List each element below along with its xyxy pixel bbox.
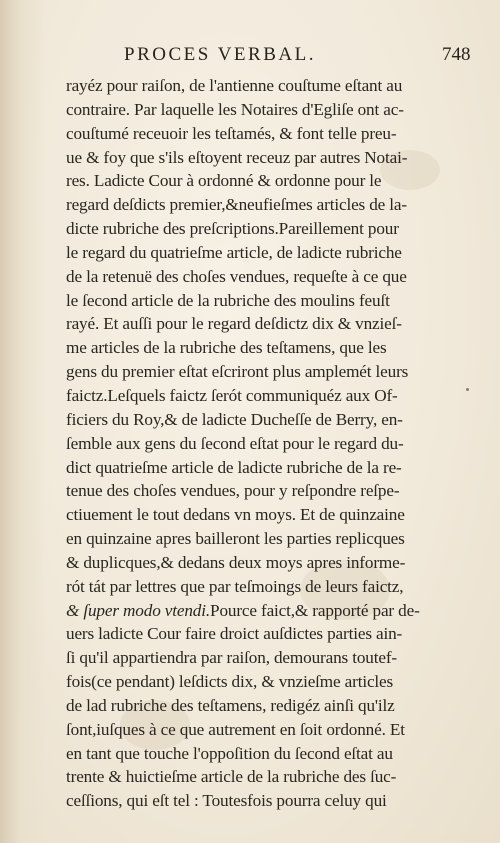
text-line: ſi qu'il appartiendra par raiſon, demourans toutef- xyxy=(66,648,397,668)
text-line: gens du premier eſtat eſcriront plus amplemét leurs xyxy=(66,362,409,382)
page-number: 748 xyxy=(442,44,471,65)
text-line: dict quatrieſme article de ladicte rubriche de la re- xyxy=(66,457,402,477)
running-title: PROCES VERBAL. xyxy=(124,44,316,65)
text-line: en quinzaine apres bailleront les parties replicques xyxy=(66,529,405,549)
text-line-remainder: Pource faict,& rapporté par de- xyxy=(210,600,420,620)
text-line: ſont,iuſques à ce que autrement en ſoit ordonné. Et xyxy=(66,719,405,739)
text-line: rayéz pour raiſon, de l'antienne couſtume eſtant au xyxy=(66,76,403,95)
text-line: trente & huictieſme article de la rubriche des ſuc- xyxy=(66,767,397,787)
text-line: faictz.Leſquels faictz ſerót communiquéz aux Of- xyxy=(66,385,398,405)
text-line: fois(ce pendant) leſdicts dix, & vnzieſme articles xyxy=(66,672,394,692)
body-text xyxy=(66,74,486,813)
text-line: rót tát par lettres que par teſmoings de leurs faictz, xyxy=(66,576,404,596)
text-line: me articles de la rubriche des teſtamens, que les xyxy=(66,338,387,358)
text-line: & duplicques,& dedans deux moys apres informe- xyxy=(66,552,406,572)
text-line: ceſſions, qui eſt tel : Toutesfois pourra celuy qui xyxy=(66,791,387,811)
text-line: contraire. Par laquelle les Notaires d'Egliſe ont ac- xyxy=(66,99,404,119)
text-line: le regard du quatrieſme article, de ladicte rubriche xyxy=(66,242,402,262)
text-line: couſtumé receuoir les teſtamés, & font telle preu- xyxy=(66,123,397,143)
text-line: ue & foy que s'ils eſtoyent receuz par autres Notai- xyxy=(66,147,408,167)
text-line: ctiuement le tout dedans vn moys. Et de quinzaine xyxy=(66,505,405,525)
text-line-with-italic xyxy=(66,599,486,623)
text-line: de lad rubriche des teſtamens, redigéz ainſi qu'ilz xyxy=(66,695,395,715)
text-line: rayé. Et auſſi pour le regard deſdictz dix & vnzieſ- xyxy=(66,314,402,334)
text-line: ſemble aux gens du ſecond eſtat pour le regard du- xyxy=(66,433,404,453)
italic-phrase: & ſuper modo vtendi. xyxy=(66,600,211,620)
gutter-shadow xyxy=(0,0,46,843)
text-line: regard deſdicts premier,&neufieſmes articles de la- xyxy=(66,195,407,215)
text-line: tenue des choſes vendues, pour y reſpondre reſpe- xyxy=(66,481,400,501)
text-line: de la retenuë des choſes vendues, requeſte à ce que xyxy=(66,266,407,286)
text-line: en tant que touche l'oppoſition du ſecond eſtat au xyxy=(66,743,393,763)
margin-dot xyxy=(466,388,469,391)
text-line: res. Ladicte Cour à ordonné & ordonne pour le xyxy=(66,171,382,191)
text-line: uers ladicte Cour faire droict auſdictes parties ain- xyxy=(66,624,403,644)
text-line: le ſecond article de la rubriche des moulins feuſt xyxy=(66,290,390,310)
text-line: dicte rubriche des preſcriptions.Pareillement pour xyxy=(66,219,399,239)
text-line: ficiers du Roy,& de ladicte Ducheſſe de Berry, en- xyxy=(66,409,403,429)
running-head xyxy=(60,44,480,72)
